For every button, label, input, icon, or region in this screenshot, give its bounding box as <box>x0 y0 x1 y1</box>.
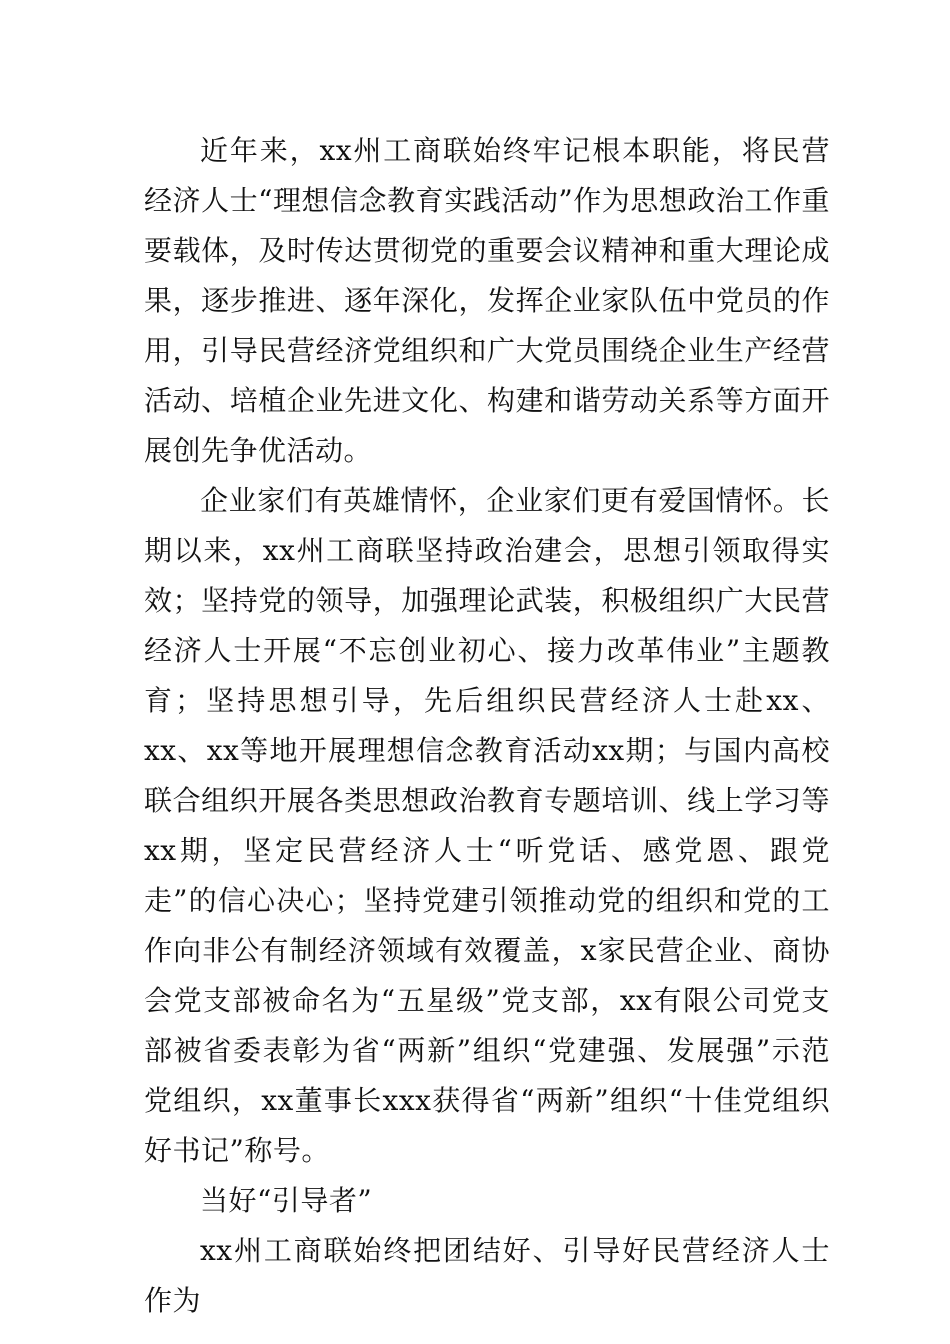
paragraph-3: xx州工商联始终把团结好、引导好民营经济人士作为 <box>144 1234 830 1317</box>
section-heading: 当好“引导者” <box>200 1184 373 1217</box>
document-body <box>144 126 830 1326</box>
paragraph-1: 近年来，xx州工商联始终牢记根本职能，将民营经济人士“理想信念教育实践活动”作为思想政治工作重要载体，及时传达贯彻党的重要会议精神和重大理论成果，逐步推进、逐年深化，发挥企业家队伍中党员的作用，引导民营经济党组织和广大党员围绕企业生产经营活动、培植企业先进文化、构建和谐劳动关系等方面开展创先争优活动。 <box>144 134 830 467</box>
paragraph-2: 企业家们有英雄情怀，企业家们更有爱国情怀。长期以来，xx州工商联坚持政治建会，思想引领取得实效；坚持党的领导，加强理论武装，积极组织广大民营经济人士开展“不忘创业初心、接力改革伟业”主题教育；坚持思想引导，先后组织民营经济人士赴xx、xx、xx等地开展理想信念教育活动xx期；与国内高校联合组织开展各类思想政治教育专题培训、线上学习等xx期，坚定民营经济人士“听党话、感党恩、跟党走”的信心决心；坚持党建引领推动党的组织和党的工作向非公有制经济领域有效覆盖，x家民营企业、商协会党支部被命名为“五星级”党支部，xx有限公司党支部被省委表彰为省“两新”组织“党建强、发展强”示范党组织，xx董事长xxx获得省“两新”组织“十佳党组织好书记”称号。 <box>144 484 830 1167</box>
